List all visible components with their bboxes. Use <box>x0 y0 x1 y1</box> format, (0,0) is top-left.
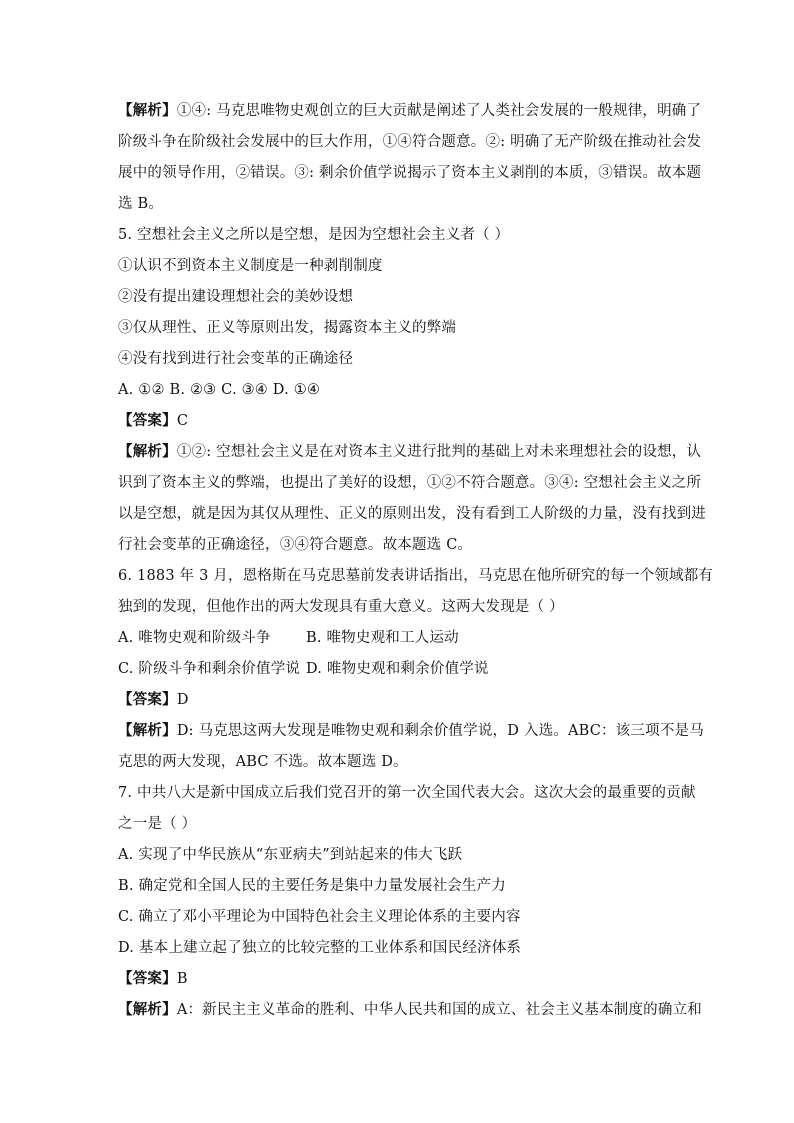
line-text: 5. 空想社会主义之所以是空想，是因为空想社会主义者（ ） <box>118 227 510 243</box>
line-text: ①认识不到资本主义制度是一种剥削制度 <box>118 258 383 274</box>
text-line <box>118 530 680 561</box>
answer-label: 【答案】 <box>118 413 177 429</box>
text-line <box>118 189 680 220</box>
line-text: A. 实现了中华民族从“东亚病夫”到站起来的伟大飞跃 <box>118 847 463 863</box>
line-text: 阶级斗争在阶级社会发展中的巨大作用，①④符合题意。②: 明确了无产阶级在推动社会发 <box>118 134 702 150</box>
text-line <box>118 933 680 964</box>
line-text: ①②: 空想社会主义是在对资本主义进行批判的基础上对未来理想社会的设想，认 <box>176 444 702 460</box>
text-line <box>118 871 680 902</box>
text-line <box>118 220 680 251</box>
option-text: D. 唯物史观和剩余价值学说 <box>306 661 489 677</box>
line-text: ③仅从理性、正义等原则出发，揭露资本主义的弊端 <box>118 320 457 336</box>
text-line <box>118 158 702 189</box>
analysis-label: 【解析】 <box>118 1002 177 1018</box>
line-text: 独到的发现，但他作出的两大发现具有重大意义。这两大发现是（ ） <box>118 599 564 615</box>
line-text: ④没有找到进行社会变革的正确途径 <box>118 351 354 367</box>
line-text: D <box>176 692 189 708</box>
option-text: C. 阶级斗争和剩余价值学说 <box>118 661 301 677</box>
analysis-line <box>118 716 704 747</box>
answer-line <box>118 964 680 995</box>
text-line <box>118 468 702 499</box>
line-text: 行社会变革的正确途径，③④符合题意。故本题选 C。 <box>118 537 473 553</box>
document-body <box>118 96 714 1026</box>
line-text: A：新民主主义革命的胜利、中华人民共和国的成立、社会主义基本制度的确立和 <box>176 1002 702 1018</box>
line-text: 之一是（ ） <box>118 816 197 832</box>
text-line <box>118 344 680 375</box>
analysis-label: 【解析】 <box>118 103 177 119</box>
text-line <box>118 499 706 530</box>
text-line <box>118 561 714 592</box>
line-text: D. 基本上建立起了独立的比较完整的工业体系和国民经济体系 <box>118 940 522 956</box>
line-text: 7. 中共八大是新中国成立后我们党召开的第一次全国代表大会。这次大会的最重要的贡献 <box>118 785 696 801</box>
answer-line <box>118 406 680 437</box>
line-text: ①④: 马克思唯物史观创立的巨大贡献是阐述了人类社会发展的一般规律，明确了 <box>176 103 702 119</box>
option-row <box>118 654 680 685</box>
option-text: B. 唯物史观和工人运动 <box>306 630 459 646</box>
text-line <box>118 127 702 158</box>
analysis-line <box>118 96 702 127</box>
analysis-label: 【解析】 <box>118 723 177 739</box>
line-text: 克思的两大发现，ABC 不选。故本题选 D。 <box>118 754 408 770</box>
text-line <box>118 282 680 313</box>
text-line <box>118 592 680 623</box>
line-text: C <box>176 413 189 429</box>
line-text: B <box>176 971 188 987</box>
line-text: 以是空想，就是因为其仅从理性、正义的原则出发，没有看到工人阶级的力量，没有找到进 <box>118 506 706 522</box>
line-text: ②没有提出建设理想社会的美妙设想 <box>118 289 354 305</box>
text-line <box>118 809 680 840</box>
line-text: 展中的领导作用，②错误。③: 剩余价值学说揭示了资本主义剥削的本质，③错误。故本题 <box>118 165 702 181</box>
line-text: 识到了资本主义的弊端，也提出了美好的设想，①②不符合题意。③④: 空想社会主义之所 <box>118 475 702 491</box>
text-line <box>118 902 680 933</box>
text-line <box>118 251 680 282</box>
analysis-line <box>118 437 702 468</box>
text-line <box>118 313 680 344</box>
line-text: D: 马克思这两大发现是唯物史观和剩余价值学说，D 入选。ABC：该三项不是马 <box>176 723 704 739</box>
analysis-label: 【解析】 <box>118 444 177 460</box>
line-text: B. 确定党和全国人民的主要任务是集中力量发展社会生产力 <box>118 878 506 894</box>
document-page <box>118 96 714 1026</box>
answer-line <box>118 685 680 716</box>
text-line <box>118 375 680 406</box>
answer-label: 【答案】 <box>118 971 177 987</box>
text-line <box>118 840 680 871</box>
text-line <box>118 778 696 809</box>
line-text: A. ①② B. ②③ C. ③④ D. ①④ <box>118 382 321 398</box>
option-row <box>118 623 680 654</box>
answer-label: 【答案】 <box>118 692 177 708</box>
line-text: C. 确立了邓小平理论为中国特色社会主义理论体系的主要内容 <box>118 909 521 925</box>
text-line <box>118 747 680 778</box>
line-text: 6. 1883 年 3 月，恩格斯在马克思墓前发表讲话指出，马克思在他所研究的每一个领域都有 <box>118 568 714 584</box>
option-text: A. 唯物史观和阶级斗争 <box>118 630 271 646</box>
line-text: 选 B。 <box>118 196 164 212</box>
analysis-line <box>118 995 702 1026</box>
